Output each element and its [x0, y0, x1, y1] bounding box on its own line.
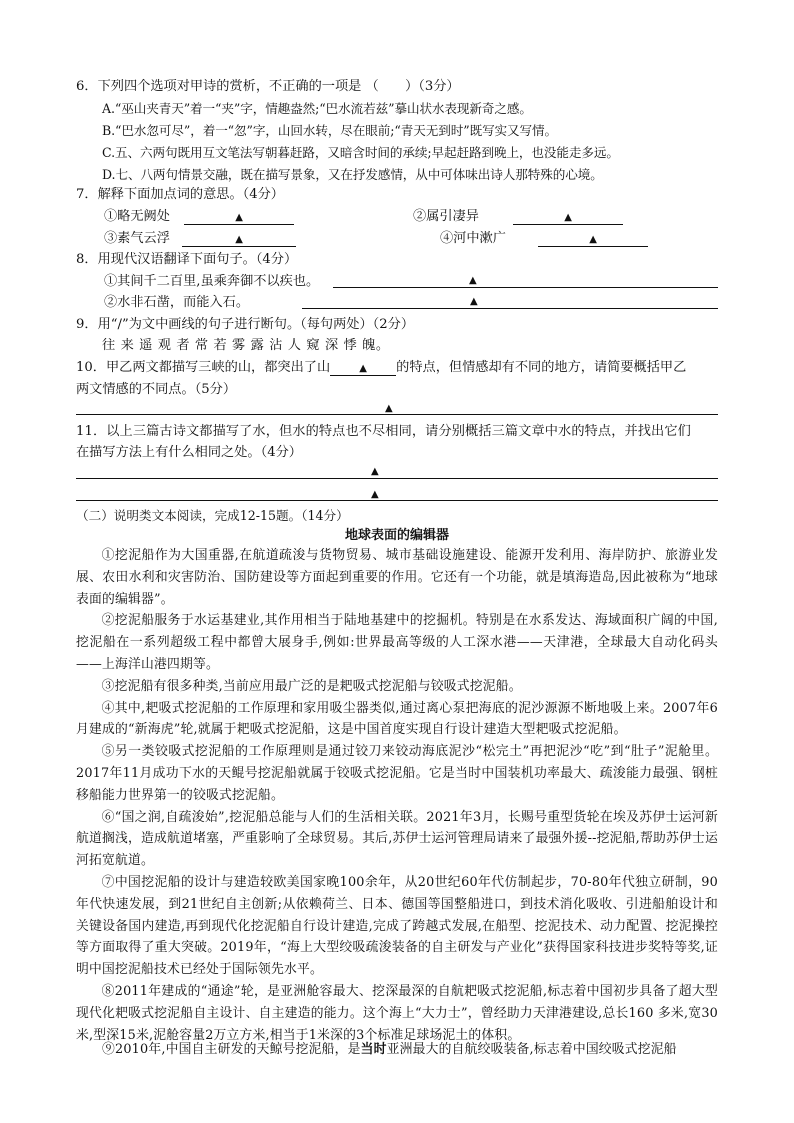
q6-stem: 6．下列四个选项对甲诗的赏析，不正确的一项是 （ ）（3分）: [76, 79, 460, 94]
answer-mark-icon: ▲: [470, 296, 478, 307]
q10-stem-part-2: 的特点，但情感却有不同的地方，请简要概括甲乙: [396, 360, 687, 375]
q7-item-1-text: ①略无阙处: [104, 209, 170, 224]
q10-stem-line-2: 两文情感的不同点。（5分）: [76, 382, 237, 397]
q7-answer-blank-2[interactable]: [513, 209, 623, 225]
article-paragraph-1: ①挖泥船作为大国重器,在航道疏浚与货物贸易、城市基础设施建设、能源开发利用、海岸防护、旅游业发展、农田水利和灾害防治、国防建设等方面起到重要的作用。它还有一个功能，就是填海造岛,因此被称为“地球表面的编辑器”。: [76, 548, 718, 607]
q6-option-c: C.五、六两句既用互文笔法写朝暮赶路，又暗含时间的承续;早起赶路到晚上，也没能走多远。: [102, 145, 619, 160]
answer-mark-icon: ▲: [564, 212, 572, 223]
article-paragraph-9: [102, 1041, 677, 1059]
q7-answer-blank-3[interactable]: [182, 231, 296, 247]
article-paragraph-5: ⑤另一类铰吸式挖泥船的工作原理则是通过铰刀来铰动海底泥沙“松完土”再把泥沙“吃”到“肚子”泥舱里。2017年11月成功下水的天鲲号挖泥船就属于铰吸式挖泥船。它是当时中国装机功率最大、疏浚能力最强、钢桩移船能力世界第一的铰吸式挖泥船。: [76, 744, 718, 803]
q9-stem: 9．用“/”为文中画线的句子进行断句。（每句两处）（2分）: [76, 317, 415, 332]
q11-answer-line-1[interactable]: [76, 478, 718, 479]
q10-answer-blank[interactable]: [330, 360, 396, 376]
q11-stem-line-2: 在描写方法上有什么相同之处。（4分）: [76, 445, 302, 460]
q10-stem-part-1: 10．甲乙两文都描写三峡的山，都突出了山: [76, 360, 331, 375]
article-title: 地球表面的编辑器: [344, 528, 449, 543]
paragraph-9-emphasis: 当时: [360, 1042, 387, 1057]
q8-item-2: ②水非石凿，而能入石。: [104, 295, 250, 310]
q7-item-4-text: ④河中漱广: [440, 231, 506, 246]
q8-stem: 8．用现代汉语翻译下面句子。（4分）: [76, 252, 298, 267]
q9-sentence: 往 来 遥 观 者 常 若 雾 露 沾 人 窥 深 悸 魄。: [102, 338, 390, 353]
answer-mark-icon: ▲: [359, 363, 367, 374]
q7-item-3: [104, 230, 296, 248]
q7-stem: 7．解释下面加点词的意思。（4分）: [76, 187, 284, 202]
paragraph-9-part-2: 亚洲最大的自航绞吸装备,标志着中国绞吸式挖泥船: [386, 1042, 677, 1057]
q7-answer-blank-4[interactable]: [538, 231, 648, 247]
q6-option-b: B.“巴水忽可尽”，着一“忽”字，山回水转，尽在眼前;“青天无到时”既写实又写情。: [102, 123, 558, 138]
answer-mark-icon: ▲: [589, 234, 597, 245]
q7-item-4: [440, 230, 648, 248]
article-paragraph-6: ⑥“国之润,自疏浚始”,挖泥船总能与人们的生活相关联。2021年3月，长赐号重型货轮在埃及苏伊士运河新航道搁浅，造成航道堵塞，严重影响了全球贸易。其后,苏伊士运河管理局请来了最强外援--挖泥船,帮助苏伊士运河拓宽航道。: [76, 809, 718, 869]
q8-answer-line-1[interactable]: [333, 287, 718, 288]
section2-header: （二）说明类文本阅读，完成12-15题。（14分）: [76, 508, 349, 523]
article-body: [76, 545, 718, 1046]
article-paragraph-8: ⑧2011年建成的“通途”轮，是亚洲舱容最大、挖深最深的自航耙吸式挖泥船,标志着中国初步具备了超大型现代化耙吸式挖泥船自主设计、自主建造的能力。这个海上“大力士”，曾经助力天津港建设,总长160 多米,宽30米,型深15米,泥舱容量2万立方米,相当于1米深的3个标准足球场泥土的体积。: [76, 983, 718, 1043]
q11-answer-line-2[interactable]: [76, 500, 718, 501]
q11-stem: 11．以上三篇古诗文都描写了水，但水的特点也不尽相同，请分别概括三篇文章中水的特点，并找出它们: [76, 424, 691, 439]
answer-mark-icon: ▲: [385, 403, 393, 414]
article-paragraph-2: ②挖泥船服务于水运基建业,其作用相当于陆地基建中的挖掘机。特别是在水系发达、海域面积广阔的中国,挖泥船在一系列超级工程中都曾大展身手,例如:世界最高等级的人工深水港——天津港，全球最大自动化码头——上海洋山港四期等。: [76, 613, 718, 672]
q7-item-2-text: ②属引凄异: [413, 209, 479, 224]
q6-option-a: A.“巫山夹青天”着一“夹”字，情趣盎然;“巴水流若兹”摹山状水表现新奇之感。: [102, 101, 532, 116]
answer-mark-icon: ▲: [235, 212, 243, 223]
article-paragraph-4: ④其中,耙吸式挖泥船的工作原理和家用吸尘器类似,通过离心泵把海底的泥沙源源不断地吸上来。2007年6月建成的“新海虎”轮,就属于耙吸式挖泥船，这是中国首度实现自行设计建造大型耙吸式挖泥船。: [76, 700, 718, 738]
q8-answer-line-2[interactable]: [302, 308, 718, 309]
answer-mark-icon: ▲: [235, 234, 243, 245]
q8-item-1: ①其间千二百里,虽乘奔御不以疾也。: [104, 274, 320, 289]
q6-option-d: D.七、八两句情景交融，既在描写景象，又在抒发感情，从中可体味出诗人那特殊的心境。: [102, 167, 603, 182]
answer-mark-icon: ▲: [469, 275, 477, 286]
answer-mark-icon: ▲: [371, 489, 379, 500]
answer-mark-icon: ▲: [371, 466, 379, 477]
q7-item-3-text: ③素气云浮: [104, 231, 170, 246]
q7-item-1: [104, 208, 294, 226]
article-paragraph-7: ⑦中国挖泥船的设计与建造较欧美国家晚100余年，从20世纪60年代仿制起步，70-80年代独立研制，90年代快速发展，到21世纪自主创新;从依赖荷兰、日本、德国等国整船进口，到技术消化吸收、引进船舶设计和关键设备国内建造,再到现代化挖泥船自行设计建造,完成了跨越式发展,在船型、挖泥技术、动力配置、挖泥操控等方面取得了重大突破。2019年，“海上大型绞吸疏浚装备的自主研发与产业化”获得国家科技进步奖特等奖,证明中国挖泥船技术已经处于国际领先水平。: [76, 874, 718, 978]
q10-stem: [76, 359, 686, 377]
q10-answer-line[interactable]: [76, 414, 718, 415]
q7-answer-blank-1[interactable]: [184, 209, 294, 225]
q7-item-2: [413, 208, 623, 226]
paragraph-9-part-1: ⑨2010年,中国自主研发的天鲸号挖泥船，是: [102, 1042, 361, 1057]
article-paragraph-3: ③挖泥船有很多种类,当前应用最广泛的是耙吸式挖泥船与铰吸式挖泥船。: [101, 678, 522, 694]
